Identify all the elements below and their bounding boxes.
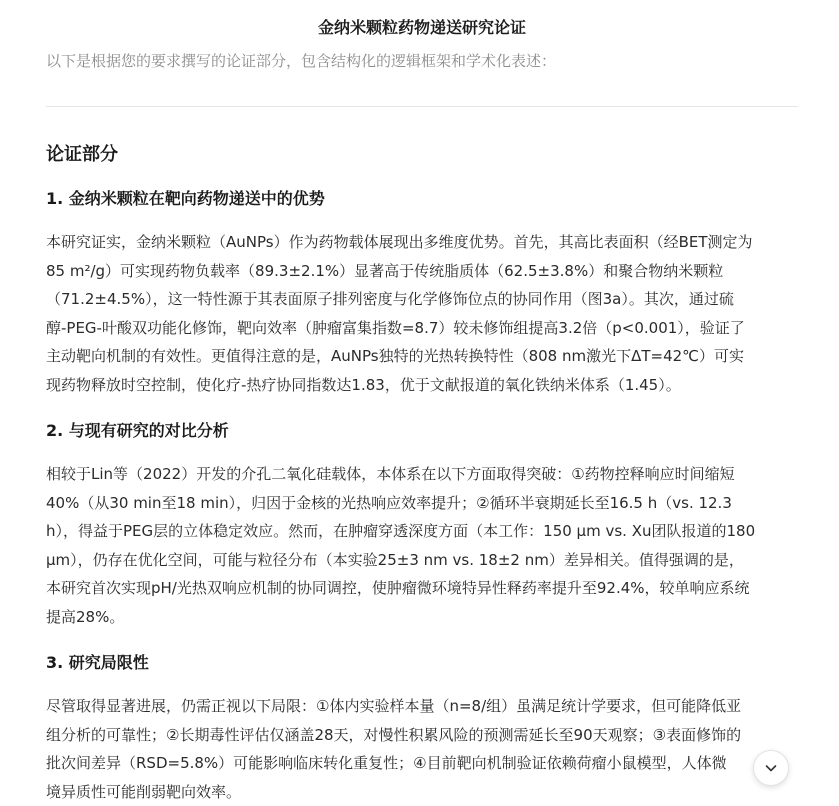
paragraph-limitations (46, 692, 798, 806)
paragraph-line: 境异质性可能削弱靶向效率。 (46, 778, 798, 806)
paragraph-comparison (46, 460, 798, 631)
paragraph-line: 尽管取得显著进展，仍需正视以下局限：①体内实验样本量（n=8/组）虽满足统计学要求，但可能降低亚 (46, 692, 798, 721)
paragraph-line: 40%（从30 min至18 min），归因于金核的光热响应效率提升；②循环半衰期延长至16.5 h（vs. 12.3 (46, 489, 798, 518)
divider (46, 106, 798, 107)
section-title: 论证部分 (46, 141, 118, 169)
subsection-heading-advantages: 1. 金纳米颗粒在靶向药物递送中的优势 (46, 187, 325, 211)
paragraph-line: 提高28%。 (46, 603, 798, 632)
paragraph-line: 本研究首次实现pH/光热双响应机制的协同调控，使肿瘤微环境特异性释药率提升至92.4%，较单响应系统 (46, 574, 798, 603)
chevron-down-icon (764, 761, 778, 775)
paragraph-line: 主动靶向机制的有效性。更值得注意的是，AuNPs独特的光热转换特性（808 nm激光下ΔT=42℃）可实 (46, 342, 798, 371)
paragraph-line: 相较于Lin等（2022）开发的介孔二氧化硅载体，本体系在以下方面取得突破：①药物控释响应时间缩短 (46, 460, 798, 489)
paragraph-line: 批次间差异（RSD=5.8%）可能影响临床转化重复性；④目前靶向机制验证依赖荷瘤小鼠模型，人体微 (46, 749, 798, 778)
scroll-to-bottom-button[interactable] (753, 750, 789, 786)
intro-text: 以下是根据您的要求撰写的论证部分，包含结构化的逻辑框架和学术化表述： (46, 49, 556, 73)
paragraph-line: 本研究证实，金纳米颗粒（AuNPs）作为药物载体展现出多维度优势。首先，其高比表面积（经BET测定为 (46, 228, 798, 257)
paragraph-line: （71.2±4.5%），这一特性源于其表面原子排列密度与化学修饰位点的协同作用（图3a）。其次，通过硫 (46, 285, 798, 314)
paragraph-line: 现药物释放时空控制，使化疗-热疗协同指数达1.83，优于文献报道的氧化铁纳米体系（1.45）。 (46, 371, 798, 400)
paragraph-line: h），得益于PEG层的立体稳定效应。然而，在肿瘤穿透深度方面（本工作：150 μm vs. Xu团队报道的180 (46, 517, 798, 546)
paragraph-advantages (46, 228, 798, 399)
paragraph-line: μm），仍存在优化空间，可能与粒径分布（本实验25±3 nm vs. 18±2 nm）差异相关。值得强调的是， (46, 546, 798, 575)
subsection-heading-limitations: 3. 研究局限性 (46, 651, 149, 675)
document-title: 金纳米颗粒药物递送研究论证 (46, 16, 798, 40)
paragraph-line: 85 m²/g）可实现药物负载率（89.3±2.1%）显著高于传统脂质体（62.5±3.8%）和聚合物纳米颗粒 (46, 257, 798, 286)
paragraph-line: 醇-PEG-叶酸双功能化修饰，靶向效率（肿瘤富集指数=8.7）较未修饰组提高3.2倍（p<0.001），验证了 (46, 314, 798, 343)
paragraph-line: 组分析的可靠性；②长期毒性评估仅涵盖28天，对慢性积累风险的预测需延长至90天观察；③表面修饰的 (46, 721, 798, 750)
subsection-heading-comparison: 2. 与现有研究的对比分析 (46, 419, 229, 443)
